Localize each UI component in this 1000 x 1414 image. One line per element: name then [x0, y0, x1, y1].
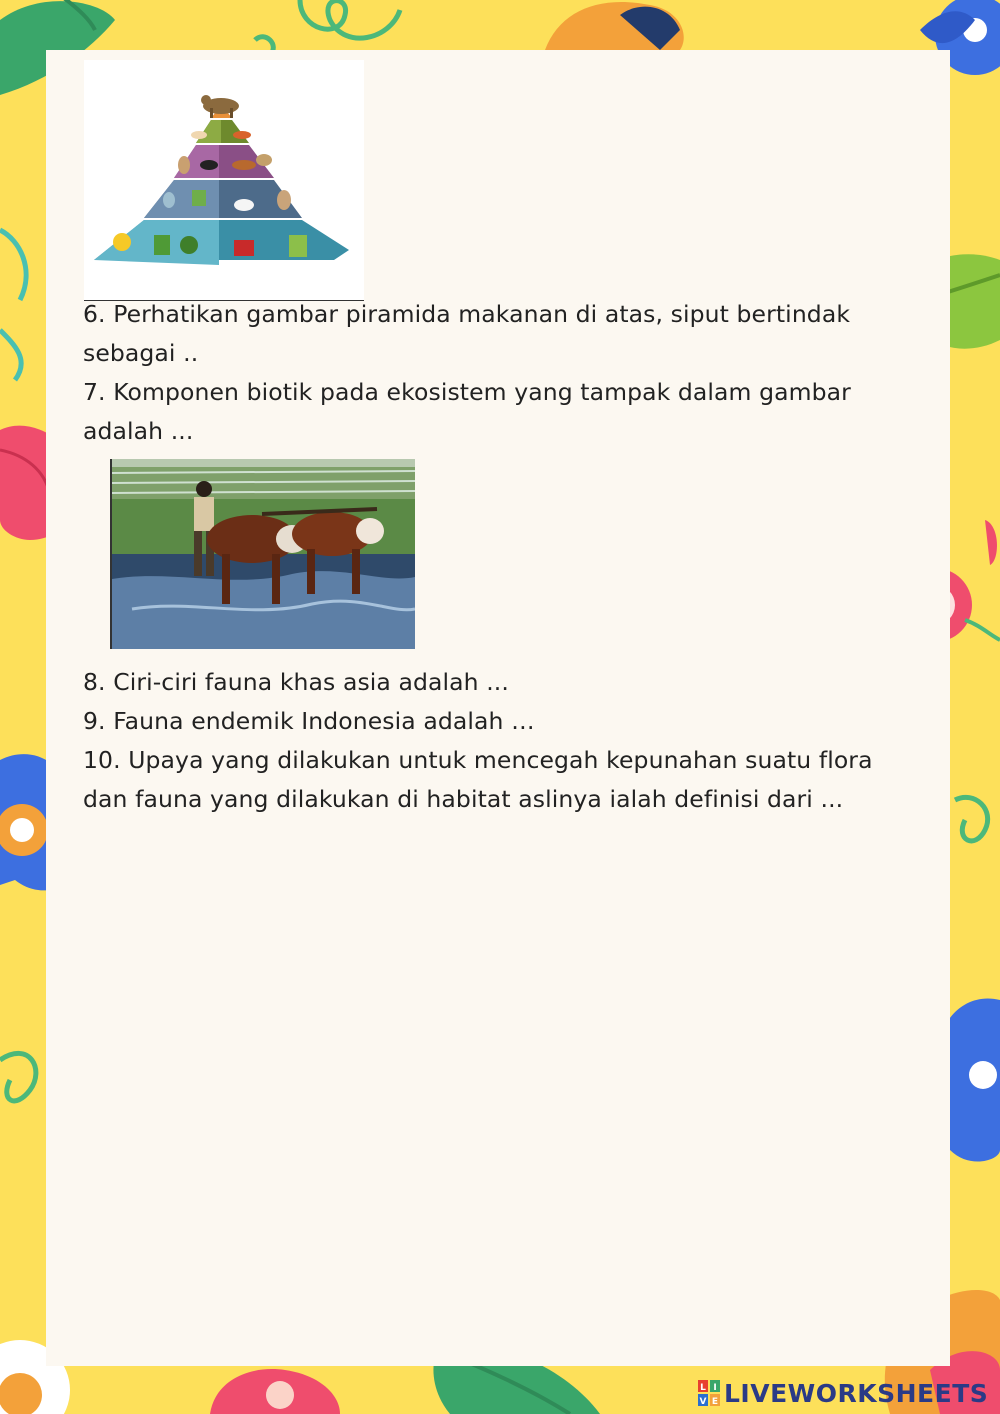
logo-letter-i: I: [713, 1383, 717, 1393]
question-6-line-2: sebagai ..: [83, 339, 199, 367]
question-6: [83, 295, 903, 373]
question-10-line-1: 10. Upaya yang dilakukan untuk mencegah kepunahan suatu flora: [83, 746, 873, 774]
question-7-line-2: adalah ...: [83, 417, 194, 445]
question-9-line-1: 9. Fauna endemik Indonesia adalah …: [83, 707, 535, 735]
question-7-line-1: 7. Komponen biotik pada ekosistem yang tampak dalam gambar: [83, 378, 851, 406]
question-6-line-1: 6. Perhatikan gambar piramida makanan di atas, siput bertindak: [83, 300, 851, 328]
question-9: [83, 702, 903, 741]
logo-letter-l: L: [700, 1383, 706, 1393]
worksheet-page: [46, 50, 950, 1366]
question-8-line-1: 8. Ciri-ciri fauna khas asia adalah ...: [83, 668, 509, 696]
food-pyramid-drawing: [84, 60, 364, 300]
liveworksheets-watermark: [698, 1378, 988, 1408]
question-10: [83, 741, 903, 819]
logo-letter-v: V: [699, 1397, 707, 1406]
question-8: [83, 663, 903, 702]
liveworksheets-wordmark: LIVEWORKSHEETS: [724, 1378, 989, 1408]
farmer-plowing-photo: [110, 459, 415, 649]
farmer-plowing-drawing: [112, 459, 415, 649]
logo-letter-e: E: [711, 1397, 719, 1406]
question-10-line-2: dan fauna yang dilakukan di habitat aslinya ialah definisi dari ...: [83, 785, 844, 813]
liveworksheets-logo-icon: [698, 1380, 720, 1406]
food-pyramid-image: [84, 60, 364, 301]
question-7: [83, 373, 903, 451]
